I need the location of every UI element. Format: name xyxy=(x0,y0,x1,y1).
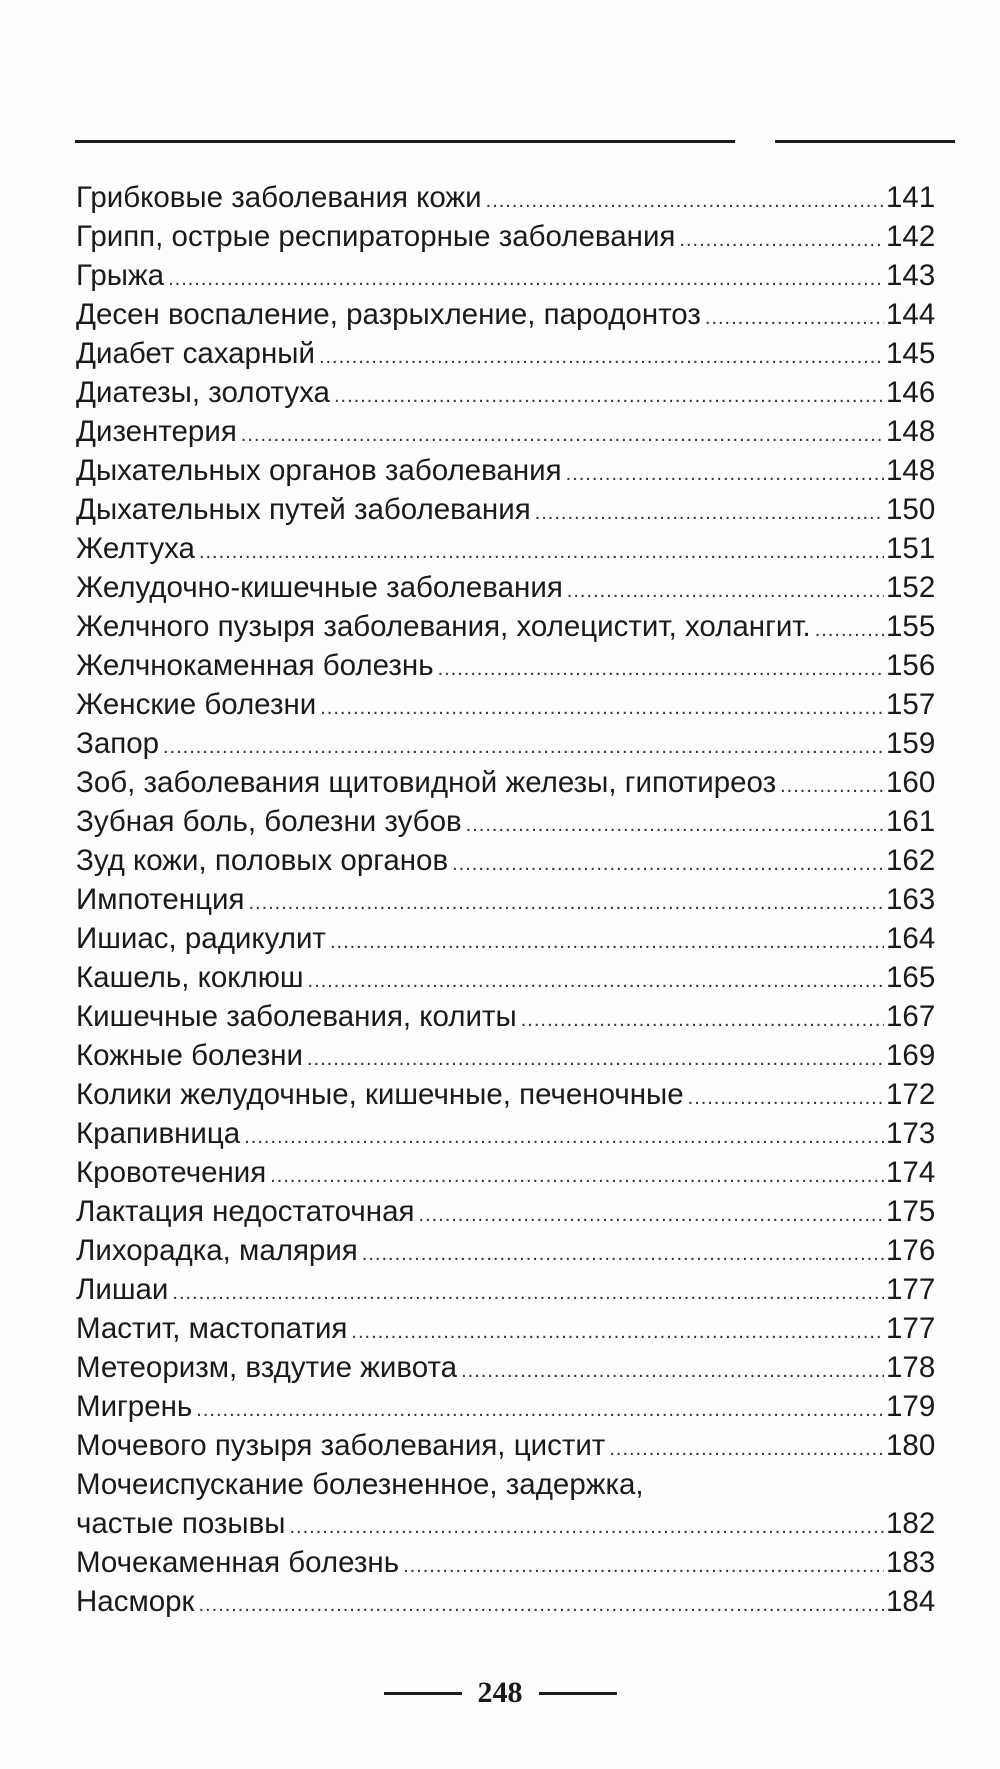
dot-leader xyxy=(330,923,884,962)
toc-entry-title: Метеоризм, вздутие живота xyxy=(76,1351,458,1384)
toc-entry xyxy=(76,568,936,607)
dot-leader xyxy=(521,1001,884,1040)
toc-entry-title: Импотенция xyxy=(76,883,245,916)
page-number: 248 xyxy=(477,1676,523,1709)
toc-entry-page-number: 182 xyxy=(886,1507,936,1540)
dot-leader xyxy=(196,1391,884,1430)
toc-entry-page-number: 177 xyxy=(886,1273,936,1306)
dot-leader xyxy=(535,494,884,533)
toc-entry-title: Зуд кожи, половых органов xyxy=(76,844,449,877)
dot-leader xyxy=(168,260,884,299)
dot-leader xyxy=(466,806,884,845)
toc-entry xyxy=(76,1348,936,1387)
toc-entry xyxy=(76,1504,936,1543)
toc-entry xyxy=(76,685,936,724)
toc-entry-title: Колики желудочные, кишечные, печеночные xyxy=(76,1078,684,1111)
toc-entry-title: Десен воспаление, разрыхление, пародонтоз xyxy=(76,298,701,331)
dot-leader xyxy=(307,1040,884,1079)
toc-entry-title: Желтуха xyxy=(76,532,195,565)
toc-entry-title: Желчнокаменная болезнь xyxy=(76,649,434,682)
table-of-contents xyxy=(76,178,936,1621)
toc-entry-page-number: 167 xyxy=(886,1000,936,1033)
toc-entry xyxy=(76,607,936,646)
toc-entry xyxy=(76,1543,936,1582)
toc-entry xyxy=(76,724,936,763)
toc-entry xyxy=(76,295,936,334)
toc-entry-title: Желудочно-кишечные заболевания xyxy=(76,571,563,604)
toc-entry-page-number: 159 xyxy=(886,727,936,760)
toc-entry xyxy=(76,841,936,880)
dot-leader xyxy=(320,689,884,728)
dot-leader xyxy=(248,884,884,923)
page-footer xyxy=(0,1676,1000,1710)
toc-entry-page-number: 151 xyxy=(886,532,936,565)
toc-entry-title: Крапивница xyxy=(76,1117,241,1150)
toc-entry-title: Мочеиспускание болезненное, задержка, xyxy=(76,1468,644,1501)
toc-entry xyxy=(76,919,936,958)
toc-entry xyxy=(76,217,936,256)
toc-entry-page-number: 150 xyxy=(886,493,936,526)
toc-entry-page-number: 146 xyxy=(886,376,936,409)
toc-entry-page-number: 184 xyxy=(886,1585,936,1618)
toc-entry-title: Кишечные заболевания, колиты xyxy=(76,1000,517,1033)
toc-entry-page-number: 161 xyxy=(886,805,936,838)
dot-leader xyxy=(172,1274,884,1313)
toc-entry-page-number: 141 xyxy=(886,181,936,214)
toc-entry-page-number: 178 xyxy=(886,1351,936,1384)
toc-entry xyxy=(76,490,936,529)
toc-entry xyxy=(76,763,936,802)
toc-entry xyxy=(76,1309,936,1348)
toc-entry-title: Женские болезни xyxy=(76,688,317,721)
dot-leader xyxy=(163,728,884,767)
toc-entry-page-number: 142 xyxy=(886,220,936,253)
toc-entry xyxy=(76,958,936,997)
dot-leader xyxy=(567,572,884,611)
toc-entry-title: Запор xyxy=(76,727,160,760)
dot-leader xyxy=(705,299,884,338)
toc-entry xyxy=(76,646,936,685)
toc-entry-page-number: 160 xyxy=(886,766,936,799)
dot-leader xyxy=(244,1118,884,1157)
toc-entry-title: Дизентерия xyxy=(76,415,237,448)
dot-leader xyxy=(198,1586,884,1625)
toc-entry-page-number: 174 xyxy=(886,1156,936,1189)
toc-entry-title: Мочекаменная болезнь xyxy=(76,1546,400,1579)
toc-entry xyxy=(76,1153,936,1192)
toc-entry-title: Диатезы, золотуха xyxy=(76,376,330,409)
dot-leader xyxy=(609,1430,884,1469)
dot-leader xyxy=(780,767,884,806)
dot-leader xyxy=(319,338,884,377)
dot-leader xyxy=(362,1235,884,1274)
dot-leader xyxy=(486,182,884,221)
toc-entry xyxy=(76,412,936,451)
toc-entry-title: Кожные болезни xyxy=(76,1039,304,1072)
toc-entry-page-number: 162 xyxy=(886,844,936,877)
toc-entry-title: Мигрень xyxy=(76,1390,193,1423)
toc-entry-title: Насморк xyxy=(76,1585,195,1618)
toc-entry-title: Лишаи xyxy=(76,1273,169,1306)
dot-leader xyxy=(566,455,884,494)
dot-leader xyxy=(270,1157,884,1196)
toc-entry xyxy=(76,1036,936,1075)
toc-entry-page-number: 157 xyxy=(886,688,936,721)
toc-entry-title: Дыхательных путей заболевания xyxy=(76,493,531,526)
toc-entry-page-number: 148 xyxy=(886,415,936,448)
toc-entry-page-number: 152 xyxy=(886,571,936,604)
toc-entry-page-number: 155 xyxy=(886,610,936,643)
toc-entry-page-number: 179 xyxy=(886,1390,936,1423)
dot-leader xyxy=(815,611,884,650)
toc-entry xyxy=(76,1387,936,1426)
dot-leader xyxy=(351,1313,884,1352)
toc-entry-title: Мастит, мастопатия xyxy=(76,1312,348,1345)
toc-entry-title: Ишиас, радикулит xyxy=(76,922,326,955)
toc-entry xyxy=(76,1270,936,1309)
toc-entry xyxy=(76,997,936,1036)
header-rule-left xyxy=(75,140,735,143)
dot-leader xyxy=(438,650,884,689)
toc-entry-page-number: 148 xyxy=(886,454,936,487)
toc-entry xyxy=(76,802,936,841)
dot-leader xyxy=(418,1196,884,1235)
toc-entry-page-number: 164 xyxy=(886,922,936,955)
footer-dash-right xyxy=(539,1692,617,1695)
toc-entry xyxy=(76,334,936,373)
dot-leader xyxy=(403,1547,884,1586)
toc-entry-title: Зубная боль, болезни зубов xyxy=(76,805,462,838)
dot-leader xyxy=(241,416,884,455)
toc-entry xyxy=(76,1075,936,1114)
toc-entry-title: Дыхательных органов заболевания xyxy=(76,454,562,487)
toc-entry xyxy=(76,451,936,490)
toc-entry xyxy=(76,1114,936,1153)
toc-entry-page-number: 177 xyxy=(886,1312,936,1345)
toc-entry xyxy=(76,880,936,919)
toc-entry-page-number: 172 xyxy=(886,1078,936,1111)
toc-entry-title: Лактация недостаточная xyxy=(76,1195,415,1228)
toc-entry-page-number: 165 xyxy=(886,961,936,994)
toc-entry-page-number: 156 xyxy=(886,649,936,682)
toc-entry-page-number: 180 xyxy=(886,1429,936,1462)
toc-entry xyxy=(76,373,936,412)
toc-entry-title: Диабет сахарный xyxy=(76,337,315,370)
toc-entry-title: Лихорадка, малярия xyxy=(76,1234,358,1267)
toc-entry-page-number: 143 xyxy=(886,259,936,292)
toc-entry xyxy=(76,1231,936,1270)
toc-entry-page-number: 183 xyxy=(886,1546,936,1579)
toc-entry xyxy=(76,256,936,295)
dot-leader xyxy=(290,1508,885,1547)
toc-entry-title: Грибковые заболевания кожи xyxy=(76,181,482,214)
toc-entry xyxy=(76,1192,936,1231)
toc-entry-page-number: 144 xyxy=(886,298,936,331)
toc-entry-title: Мочевого пузыря заболевания, цистит xyxy=(76,1429,606,1462)
header-rule-right xyxy=(775,140,955,143)
toc-entry-title: Зоб, заболевания щитовидной железы, гипотиреоз xyxy=(76,766,777,799)
toc-entry-page-number: 163 xyxy=(886,883,936,916)
dot-leader xyxy=(688,1079,884,1118)
dot-leader xyxy=(452,845,884,884)
toc-entry-title: Грыжа xyxy=(76,259,165,292)
toc-entry xyxy=(76,1426,936,1465)
toc-entry-title: Кашель, коклюш xyxy=(76,961,304,994)
toc-entry-title: Желчного пузыря заболевания, холецистит, холангит. xyxy=(76,610,811,643)
toc-entry-page-number: 173 xyxy=(886,1117,936,1150)
dot-leader xyxy=(461,1352,884,1391)
toc-entry xyxy=(76,529,936,568)
toc-entry-title: частые позывы xyxy=(76,1507,286,1540)
dot-leader xyxy=(308,962,884,1001)
toc-entry-page-number: 175 xyxy=(886,1195,936,1228)
footer-dash-left xyxy=(384,1692,462,1695)
toc-entry-page-number: 145 xyxy=(886,337,936,370)
toc-entry-page-number: 169 xyxy=(886,1039,936,1072)
toc-entry-title: Кровотечения xyxy=(76,1156,267,1189)
toc-entry-page-number: 176 xyxy=(886,1234,936,1267)
toc-entry-title: Грипп, острые респираторные заболевания xyxy=(76,220,676,253)
dot-leader xyxy=(334,377,884,416)
dot-leader xyxy=(679,221,884,260)
dot-leader xyxy=(199,533,884,572)
toc-entry xyxy=(76,1465,936,1504)
toc-entry xyxy=(76,1582,936,1621)
toc-entry xyxy=(76,178,936,217)
